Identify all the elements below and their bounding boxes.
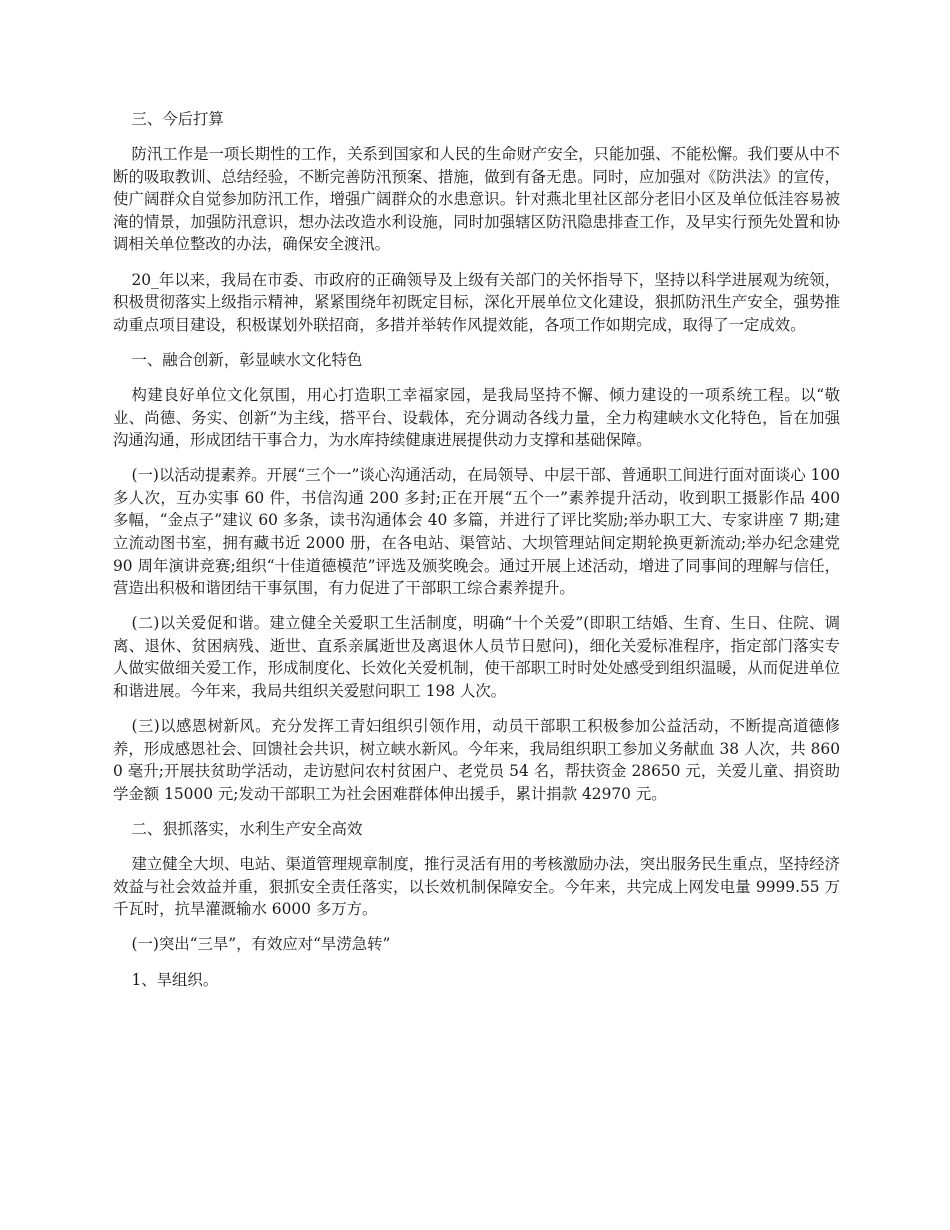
subheading-drought: (一)突出“三旱”，有效应对“旱涝急转”	[131, 935, 391, 954]
paragraph-annual-summary: 20_年以来，我局在市委、市政府的正确领导及上级有关部门的关怀指导下，坚持以科学进展观为统领，积极贯彻落实上级指示精神，紧紧围绕年初既定目标，深化开展单位文化建设，狠抓防汛生产安全，强势推动重点项目建设，积极谋划外联招商，多措并举转作风提效能，各项工作如期完成，取得了一定成效。	[113, 270, 840, 334]
paragraph-culture-building: 构建良好单位文化氛围，用心打造职工幸福家园，是我局坚持不懈、倾力建设的一项系统工程。以“敬业、尚德、务实、创新”为主线，搭平台、设载体，充分调动各线力量，全力构建峡水文化特色，旨在加强沟通沟通，形成团结干事合力，为水库持续健康进展提供动力支撑和基础保障。	[113, 385, 840, 450]
paragraph-management-rules: 建立健全大坝、电站、渠道管理规章制度，推行灵活有用的考核激励办法，突出服务民生重点，坚持经济效益与社会效益并重，狠抓安全责任落实，以长效机制保障安全。今年来，共完成上网发电量 9999.55 万千瓦时，抗旱灌溉输水 6000 多万方。	[113, 855, 840, 919]
section-heading-future-plans: 三、今后打算	[131, 110, 224, 128]
section-heading-culture: 一、融合创新，彰显峡水文化特色	[131, 350, 363, 369]
subheading-early-organization: 1、旱组织。	[131, 970, 219, 989]
paragraph-care-harmony: (二)以关爱促和谐。建立健全关爱职工生活制度，明确“十个关爱”(即职工结婚、生育、生日、住院、调离、退休、贫困病残、逝世、直系亲属逝世及离退休人员节日慰问)，细化关爱标准程序，指定部门落实专人做实做细关爱工作，形成制度化、长效化关爱机制，使干部职工时时处处感受到组织温暖，从而促进单位和谐进展。今年来，我局共组织关爱慰问职工 198 人次。	[113, 614, 840, 701]
paragraph-flood-control-work: 防汛工作是一项长期性的工作，关系到国家和人民的生命财产安全，只能加强、不能松懈。我们要从中不断的吸取教训、总结经验，不断完善防汛预案、措施，做到有备无患。同时，应加强对《防洪法》的宣传，使广阔群众自觉参加防汛工作，增强广阔群众的水患意识。针对燕北里社区部分老旧小区及单位低洼容易被淹的情景，加强防汛意识，想办法改造水利设施，同时加强辖区防汛隐患排查工作，及早实行预先处置和协调相关单位整改的办法，确保安全渡汛。	[113, 145, 840, 254]
document-page	[113, 108, 840, 1004]
paragraph-activities: (一)以活动提素养。开展“三个一”谈心沟通活动，在局领导、中层干部、普通职工间进行面对面谈心 100 多人次，互办实事 60 件，书信沟通 200 多封;正在开展“五个一”素养提升活动，收到职工摄影作品 400 多幅，“金点子”建议 60 多条，读书沟通体会 40 多篇，并进行了评比奖励;举办职工大、专家讲座 7 期;建立流动图书室，拥有藏书近 2000 册，在各电站、渠管站、大坝管理站间定期轮换更新流动;举办纪念建党 90 周年演讲竞赛;组织“十佳道德模范”评选及颁奖晚会。通过开展上述活动，增进了同事间的理解与信任，营造出积极和谐团结干事氛围，有力促进了干部职工综合素养提升。	[113, 466, 840, 598]
section-heading-safety: 二、狠抓落实，水利生产安全高效	[131, 820, 363, 839]
paragraph-gratitude: (三)以感恩树新风。充分发挥工青妇组织引领作用，动员干部职工积极参加公益活动，不断提高道德修养，形成感恩社会、回馈社会共识，树立峡水新风。今年来，我局组织职工参加义务献血 38 人次，共 8600 毫升;开展扶贫助学活动，走访慰问农村贫困户、老党员 54 名，帮扶资金 28650 元，关爱儿童、捐资助学金额 15000 元;发动干部职工为社会困难群体伸出援手，累计捐款 42970 元。	[113, 717, 840, 803]
